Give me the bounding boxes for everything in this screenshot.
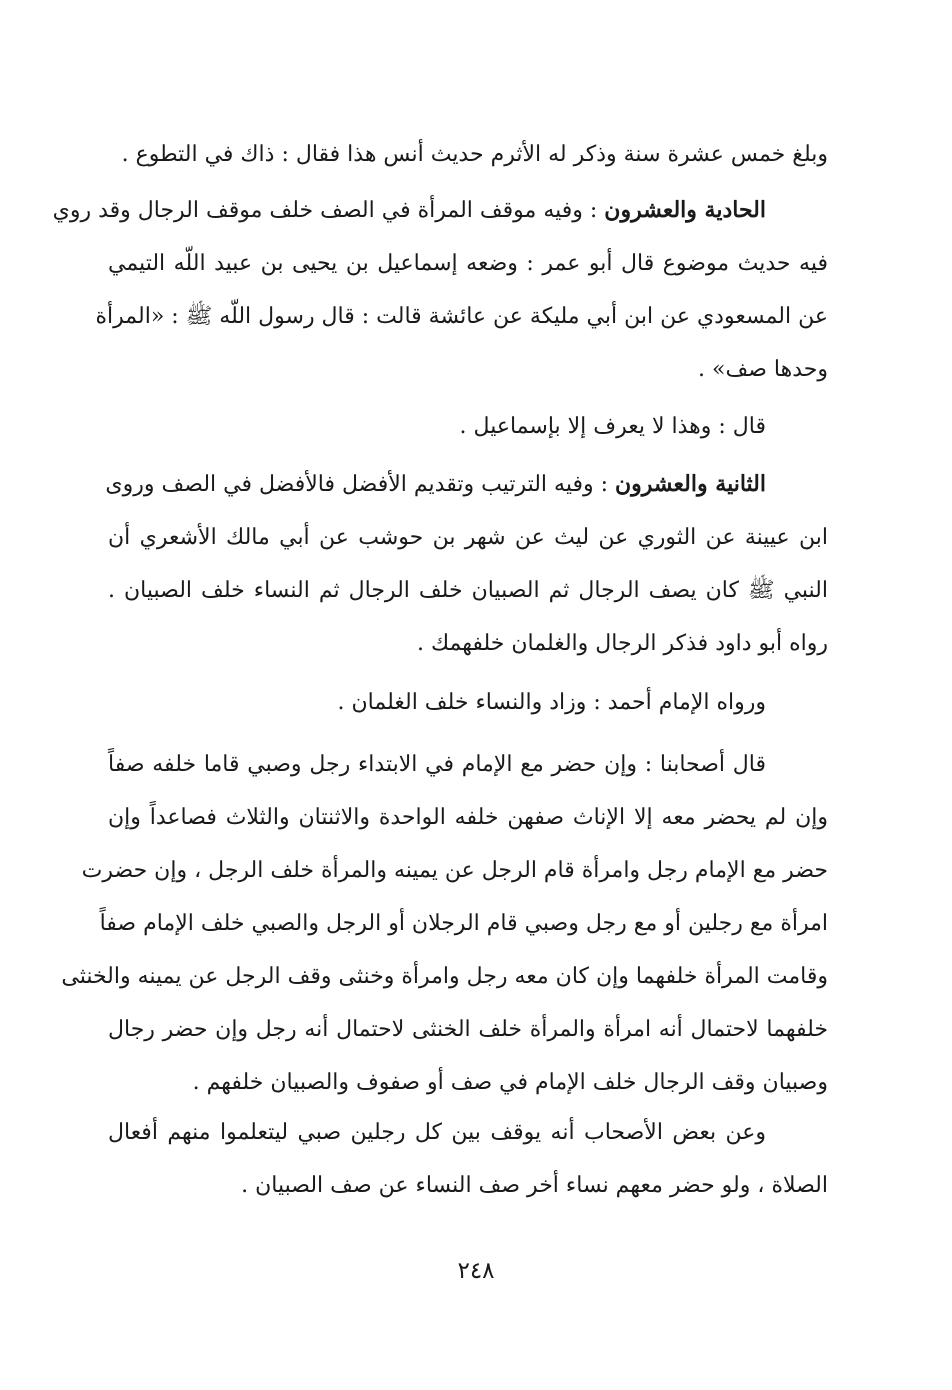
text-line: وصبيان وقف الرجال خلف الإمام في صف أو صفوف والصبيان خلفهم . xyxy=(192,1070,828,1095)
text-line: الصلاة ، ولو حضر معهم نساء أخر صف النساء عن صف الصبيان . xyxy=(241,1173,828,1198)
text-line: خلفهما لاحتمال أنه امرأة والمرأة خلف الخنثى لاحتمال أنه رجل وإن حضر رجال xyxy=(108,1017,828,1042)
text-line: وبلغ خمس عشرة سنة وذكر له الأثرم حديث أنس هذا فقال : ذاك في التطوع . xyxy=(121,142,828,167)
text-line: عن المسعودي عن ابن أبي مليكة عن عائشة قالت : قال رسول اللّه ﷺ : «المرأة xyxy=(95,304,828,329)
paragraph-3 xyxy=(108,400,828,453)
text-line: ابن عيينة عن الثوري عن ليث عن شهر بن حوشب عن أبي مالك الأشعري أن xyxy=(108,525,828,550)
section-heading: الحادية والعشرون xyxy=(604,197,766,223)
paragraph-7 xyxy=(108,1106,828,1212)
paragraph-1 xyxy=(108,128,828,181)
text-line: قال : وهذا لا يعرف إلا بإسماعيل . xyxy=(459,414,766,439)
text-line: قال أصحابنا : وإن حضر مع الإمام في الابتداء رجل وصبي قاما خلفه صفاً xyxy=(108,752,766,777)
paragraph-6 xyxy=(61,738,828,1109)
text-line: امرأة مع رجلين أو مع رجل وصبي قام الرجلان أو الرجل والصبي خلف الإمام صفاً xyxy=(99,911,828,936)
text-line xyxy=(105,458,828,511)
text-line: وعن بعض الأصحاب أنه يوقف بين كل رجلين صبي ليتعلموا منهم أفعال xyxy=(108,1120,766,1145)
text-line: رواه أبو داود فذكر الرجال والغلمان خلفهمك . xyxy=(416,631,828,656)
paragraph-5 xyxy=(108,676,828,729)
heading-continuation: : وفيه الترتيب وتقديم الأفضل فالأفضل في الصف وروى xyxy=(105,472,616,497)
heading-continuation: : وفيه موقف المرأة في الصف خلف موقف الرجال وقد روي xyxy=(52,198,605,223)
text-line: وحدها صف» . xyxy=(698,357,828,382)
section-heading: الثانية والعشرون xyxy=(615,471,766,497)
text-line: فيه حديث موضوع قال أبو عمر : وضعه إسماعيل بن يحيى بن عبيد اللّه التيمي xyxy=(108,251,828,276)
text-line: النبي ﷺ كان يصف الرجال ثم الصبيان خلف الرجال ثم النساء خلف الصبيان . xyxy=(108,578,828,603)
text-line: حضر مع الإمام رجل وامرأة قام الرجل عن يمينه والمرأة خلف الرجل ، وإن حضرت xyxy=(81,858,828,883)
text-line: وإن لم يحضر معه إلا الإناث صفهن خلفه الواحدة والاثنتان والثلاث فصاعداً وإن xyxy=(108,805,828,830)
text-line xyxy=(52,184,828,237)
paragraph-2 xyxy=(52,184,828,396)
paragraph-4 xyxy=(105,458,828,670)
page-number: ٢٤٨ xyxy=(457,1258,495,1284)
text-line: وقامت المرأة خلفهما وإن كان معه رجل وامرأة وخنثى وقف الرجل عن يمينه والخنثى xyxy=(61,964,828,989)
text-line: ورواه الإمام أحمد : وزاد والنساء خلف الغلمان . xyxy=(337,690,766,715)
